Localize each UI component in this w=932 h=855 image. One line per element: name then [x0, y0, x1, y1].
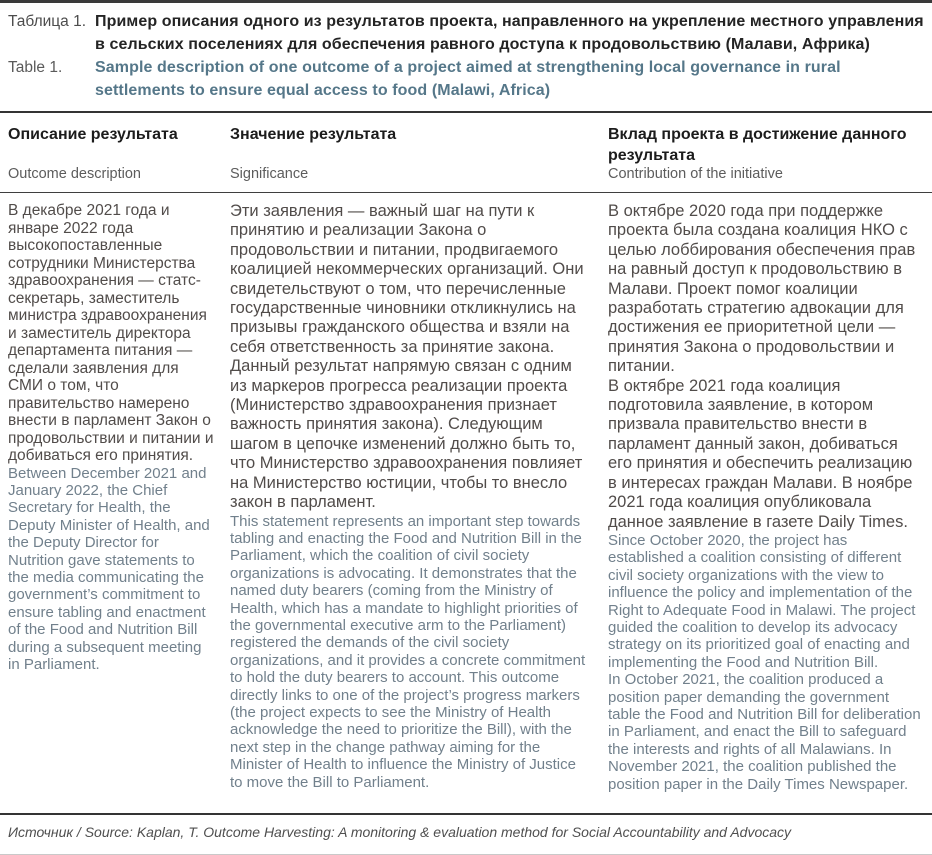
- contribution-paragraph-ru-2: В октябре 2021 года коалиция подготовила заявление, в котором призвала правительство внести в парламент данный закон, добиваться его принятия и обеспечить реализацию в интересах граждан Малави. В ноябре 2021 года коалиция опубликовала данное заявление в газете Daily Times.: [608, 376, 913, 531]
- column-header-significance-ru: Значение результата: [230, 126, 397, 143]
- table-footer: [0, 815, 932, 854]
- cell-significance: [230, 202, 608, 807]
- contribution-paragraph-en-1: Since October 2020, the project has established a coalition consisting of different civil society organizations with the view to influence the policy and implementation of the Right to Adequate Food in Malawi. The project guided the coalition to develop its advocacy strategy on its prioritized goal of enacting and implementing the Food and Nutrition Bill.: [608, 531, 916, 671]
- column-header-contribution-ru: Вклад проекта в достижение данного результата: [608, 126, 907, 164]
- significance-paragraph-en: This statement represents an important step towards tabling and enacting the Food and Nutrition Bill in the Parliament, which the coalition of civil society organizations is advocating. It demonstrates that the named duty bearers (coming from the Ministry of Health, which has a mandate to highlight priorities of the governmental executive arm to the Parliament) registered the demands of the civil society organizations, and it provides a concrete commitment to hold the duty bearers to account. This outcome directly links to one of the project’s progress markers (the project expects to see the Ministry of Health acknowledge the need to prioritize the Bill), with the next step in the change pathway aiming for the Minister of Health to influence the Ministry of Justice to move the Bill to Parliament.: [230, 512, 586, 791]
- caption-row-en: [8, 56, 924, 102]
- outcome-paragraph-ru: В декабре 2021 года и январе 2022 года высокопоставленные сотрудники Министерства здравоохранения — статс-секретарь, заместитель министра здравоохранения и заместитель директора департамента питания — сделали заявления для СМИ о том, что правительство намерено внести в парламент Закон о продовольствии и питании и добиваться его принятия.: [8, 202, 214, 464]
- caption-title-en: Sample description of one outcome of a project aimed at strengthening local governance in rural settlements to ensure equal access to food (Malawi, Africa): [95, 59, 841, 99]
- caption-row-ru: [8, 10, 924, 56]
- cell-contribution: [608, 202, 924, 807]
- column-header-outcome-en: Outcome description: [8, 166, 141, 182]
- caption-label-en: Table 1.: [8, 59, 63, 76]
- column-header-outcome-ru: Описание результата: [8, 126, 178, 143]
- significance-paragraph-ru: Эти заявления — важный шаг на пути к принятию и реализации Закона о продовольствии и питании, продвигаемого коалицией некоммерческих организаций. Они свидетельствуют о том, что перечисленные государственные чиновники откликнулись на призывы гражданского общества и взяли на себя ответственность за принятие закона. Данный результат напрямую связан с одним из маркеров прогресса реализации проекта (Министерство здравоохранения признает важность принятия закона). Следующим шагом в цепочке изменений должно быть то, что Министерство здравоохранения повлияет на Министерство юстиции, чтобы то внесло закон в парламент.: [230, 202, 584, 512]
- outcome-paragraph-en: Between December 2021 and January 2022, the Chief Secretary for Health, the Deputy Minister of Health, and the Deputy Director for Nutrition gave statements to the media communicating the government’s commitment to ensure tabling and enactment of the Food and Nutrition Bill during a subsequent meeting in Parliament.: [8, 464, 210, 673]
- contribution-paragraph-en-2: In October 2021, the coalition produced a position paper demanding the government table the Food and Nutrition Bill for deliberation in Parliament, and enact the Bill to safeguard the interests and rights of all Malawians. In November 2021, the coalition published the position paper in the Daily Times Newspaper.: [608, 671, 921, 793]
- contribution-paragraph-ru-1: В октябре 2020 года при поддержке проекта была создана коалиция НКО с целью лоббирования обеспечения прав на равный доступ к продовольствию в Малави. Проект помог коалиции разработать стратегию адвокации для достижения ее приоритетной цели — принятия Закона о продовольствии и питании.: [608, 202, 916, 376]
- caption-label-ru: Таблица 1.: [8, 13, 87, 30]
- table-caption: [0, 3, 932, 113]
- table-body-row: [0, 193, 932, 815]
- column-header-significance-en: Significance: [230, 166, 309, 182]
- column-header-outcome: [8, 124, 230, 183]
- table-header-row: [0, 113, 932, 193]
- column-header-contribution-en: Contribution of the initiative: [608, 166, 783, 182]
- source-line: Источник / Source: Kaplan, T. Outcome Harvesting: A monitoring & evaluation method for Social Accountability and Advocacy: [8, 824, 792, 840]
- cell-outcome: [8, 202, 230, 807]
- caption-title-ru: Пример описания одного из результатов проекта, направленного на укрепление местного управления в сельских поселениях для обеспечения равного доступа к продовольствию (Малави, Африка): [95, 13, 924, 53]
- column-header-significance: [230, 124, 608, 183]
- column-header-contribution: [608, 124, 924, 183]
